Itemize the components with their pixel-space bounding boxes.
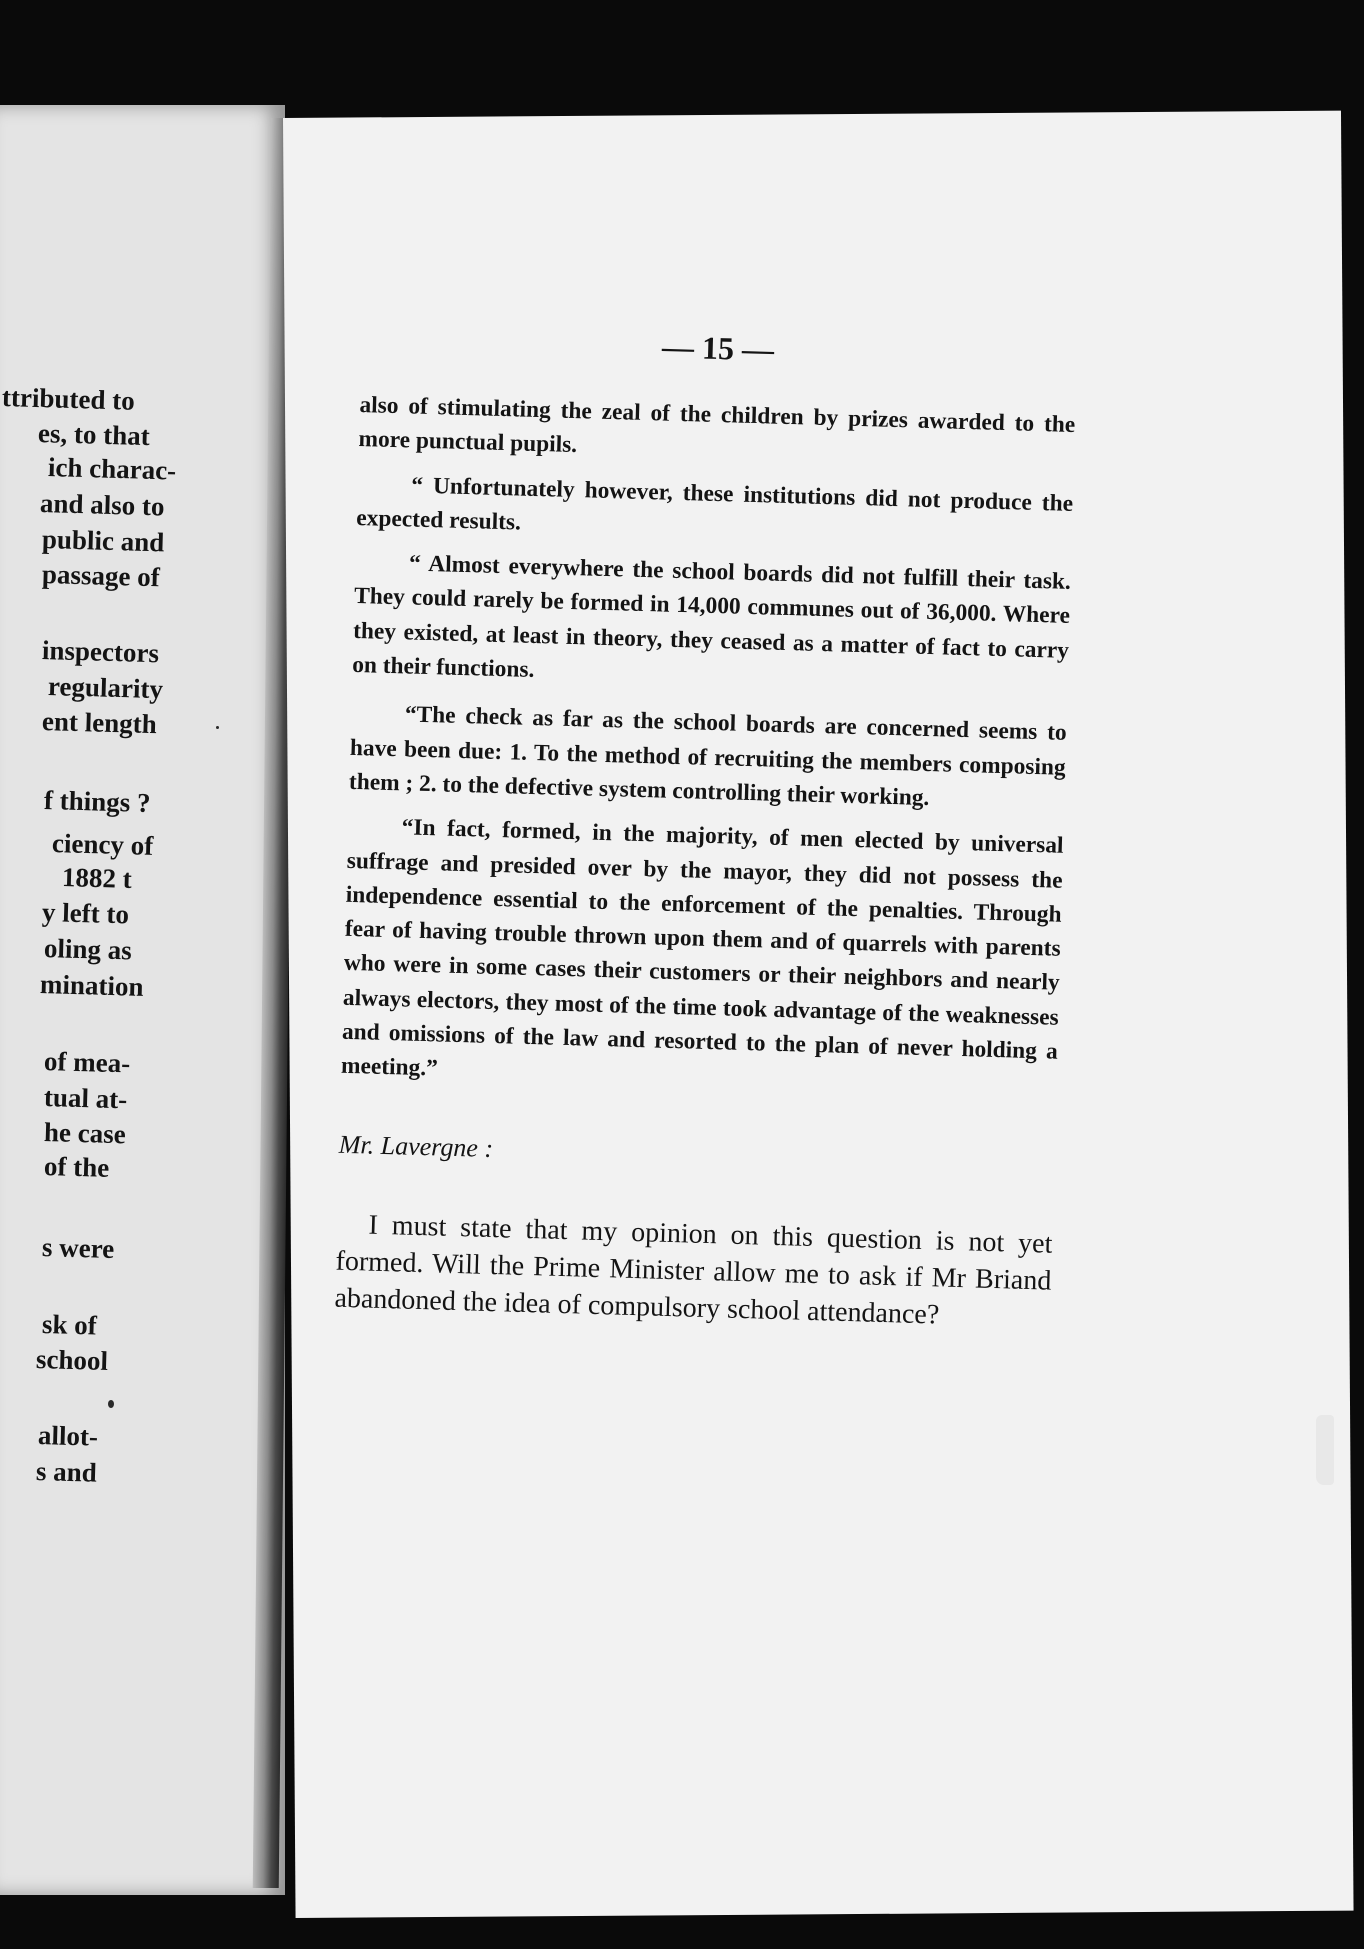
left-line: y left to [41, 897, 130, 930]
left-line: 1882 t [61, 862, 133, 894]
left-line: public and [41, 524, 165, 558]
page-number: — 15 — [661, 328, 775, 368]
left-line: es, to that [37, 418, 151, 452]
page-edge-mark [1316, 1415, 1334, 1485]
left-line: of mea- [43, 1046, 131, 1079]
left-line: and also to [39, 488, 165, 522]
left-line: of the [43, 1151, 110, 1183]
speech-paragraph: I must state that my opinion on this question is not yet formed. Will the Prime Minister allow me to ask if Mr Briand abandoned the idea of compulsory school attendance? [334, 1209, 1053, 1331]
paragraph: “ Almost everywhere the school boards did not fulfill their task. They could rarely be formed in 14,000 communes out of 36,000. Where they existed, at least in theory, they ceased as a matter of fact to carry on their functions. [351, 550, 1072, 684]
left-line: ciency of [51, 828, 154, 861]
left-line: ent length [41, 706, 158, 740]
left-line: sk of [41, 1309, 98, 1341]
left-line: oling as [43, 933, 133, 966]
left-line: s were [41, 1232, 115, 1265]
left-line: ich charac- [47, 452, 177, 486]
paragraph: “The check as far as the school boards are concerned seems to have been due: 1. To the method of recruiting the members composing them ; 2. to the defective system controlling their working. [348, 701, 1067, 812]
left-line: s and [35, 1456, 98, 1488]
left-line: inspectors [41, 635, 160, 669]
left-line: mination [39, 969, 144, 1002]
paragraph: “In fact, formed, in the majority, of men elected by universal suffrage and presided over by the mayor, they did not possess the independence essential to the enforcement of the penalties. Through fear of having trouble thrown upon them and of quarrels with parents who were in some cases their customers or their neighbors and nearly always electors, they most of the time took advantage of the weaknesses and omissions of the law and resorted to the plan of never holding a meeting.” [340, 814, 1064, 1082]
page-body [334, 388, 1076, 1336]
paragraph: also of stimulating the zeal of the children by prizes awarded to the more punctual pupils. [358, 391, 1076, 459]
ink-speck [216, 726, 219, 729]
paragraph: “ Unfortunately however, these institutions did not produce the expected results. [356, 472, 1074, 536]
left-line: regularity [47, 671, 164, 705]
left-line: he case [43, 1117, 127, 1150]
left-line: allot- [37, 1420, 99, 1452]
left-line: passage of [41, 559, 161, 593]
left-line: tual at- [43, 1082, 128, 1115]
left-line: school [35, 1344, 109, 1377]
left-line: ttributed to [1, 382, 136, 416]
left-line: f things ? [43, 785, 151, 818]
speaker-name: Mr. Lavergne : [338, 1129, 494, 1163]
ink-speck [108, 1400, 114, 1408]
